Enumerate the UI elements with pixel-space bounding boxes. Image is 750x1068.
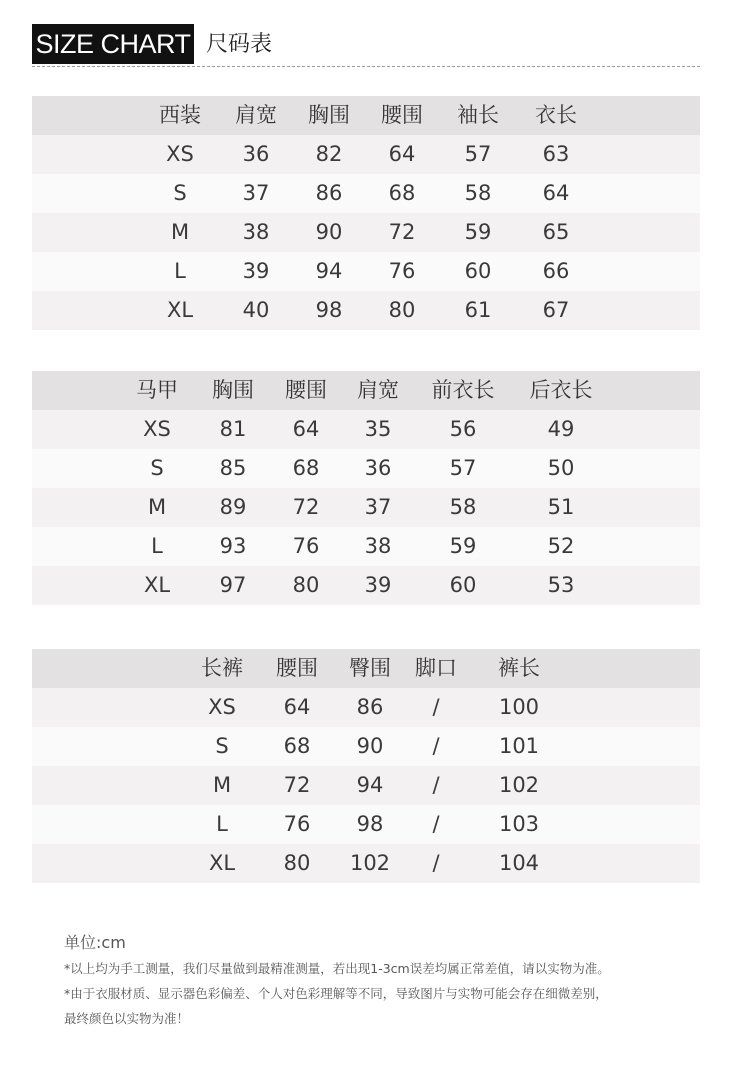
measurement-cell: 100: [498, 695, 540, 719]
table-row: [32, 566, 700, 605]
measurement-cell: 66: [542, 259, 570, 283]
measurement-cell: 98: [315, 298, 343, 322]
size-label: L: [174, 259, 186, 283]
column-header: 长裤: [201, 656, 243, 680]
column-header: 西装: [159, 103, 201, 127]
size-label: XS: [143, 417, 171, 441]
measurement-cell: 76: [388, 259, 416, 283]
measurement-cell: 82: [315, 142, 343, 166]
table-row: [32, 449, 700, 488]
measurement-cell: 101: [498, 734, 540, 758]
measurement-cell: /: [432, 695, 440, 719]
measurement-cell: 86: [315, 181, 343, 205]
column-header: 裤长: [498, 656, 540, 680]
column-header: 胸围: [308, 103, 350, 127]
column-header: 衣长: [535, 103, 577, 127]
table-header-row: [32, 649, 700, 688]
measurement-cell: 60: [464, 259, 492, 283]
measurement-cell: 36: [242, 142, 270, 166]
note-line: *以上均为手工测量，我们尽量做到最精准测量，若出现1-3cm误差均属正常差值，请以实物为准。: [64, 961, 610, 976]
measurement-cell: 65: [542, 220, 570, 244]
column-header: 前衣长: [431, 378, 495, 402]
size-label: XS: [208, 695, 236, 719]
table-row: [32, 213, 700, 252]
measurement-cell: 90: [356, 734, 384, 758]
vest-size-table: [32, 371, 700, 605]
table-row: [32, 291, 700, 330]
size-label: L: [216, 812, 228, 836]
measurement-cell: /: [432, 851, 440, 875]
size-label: S: [173, 181, 187, 205]
table-row: [32, 766, 700, 805]
size-label: S: [150, 456, 164, 480]
measurement-cell: 36: [364, 456, 392, 480]
table-row: [32, 488, 700, 527]
size-label: XS: [166, 142, 194, 166]
table-row: [32, 410, 700, 449]
size-label: XL: [208, 851, 236, 875]
measurement-cell: 64: [292, 417, 320, 441]
table-row: [32, 252, 700, 291]
column-header: 腰围: [285, 378, 327, 402]
measurement-cell: 37: [364, 495, 392, 519]
measurement-cell: 49: [547, 417, 575, 441]
size-label: S: [215, 734, 229, 758]
measurement-cell: 58: [464, 181, 492, 205]
table-row: [32, 135, 700, 174]
table-header-row: [32, 96, 700, 135]
measurement-cell: 97: [219, 573, 247, 597]
measurement-cell: /: [432, 734, 440, 758]
measurement-cell: 86: [356, 695, 384, 719]
measurement-cell: 64: [542, 181, 570, 205]
column-header: 马甲: [136, 378, 178, 402]
measurement-cell: 64: [388, 142, 416, 166]
size-label: M: [147, 495, 167, 519]
measurement-cell: 80: [292, 573, 320, 597]
measurement-cell: 58: [449, 495, 477, 519]
measurement-cell: 60: [449, 573, 477, 597]
measurement-cell: 40: [242, 298, 270, 322]
measurement-cell: 64: [283, 695, 311, 719]
measurement-cell: 67: [542, 298, 570, 322]
measurement-cell: 57: [449, 456, 477, 480]
measurement-cell: 104: [498, 851, 540, 875]
measurement-cell: 76: [292, 534, 320, 558]
measurement-cell: 93: [219, 534, 247, 558]
measurement-cell: 59: [449, 534, 477, 558]
table-row: [32, 844, 700, 883]
measurement-cell: 94: [315, 259, 343, 283]
measurement-cell: 94: [356, 773, 384, 797]
table-header-row: [32, 371, 700, 410]
measurement-cell: 76: [283, 812, 311, 836]
measurement-cell: 89: [219, 495, 247, 519]
measurement-cell: 38: [242, 220, 270, 244]
measurement-cell: 52: [547, 534, 575, 558]
table-row: [32, 727, 700, 766]
measurement-cell: 72: [388, 220, 416, 244]
column-header: 腰围: [276, 656, 318, 680]
measurement-cell: /: [432, 773, 440, 797]
measurement-cell: 37: [242, 181, 270, 205]
size-label: M: [170, 220, 190, 244]
measurement-cell: 72: [292, 495, 320, 519]
size-label: XL: [143, 573, 171, 597]
size-label: M: [212, 773, 232, 797]
note-line: *由于衣服材质、显示器色彩偏差、个人对色彩理解等不同，导致图片与实物可能会存在细微差别，: [64, 986, 608, 1001]
measurement-cell: 81: [219, 417, 247, 441]
measurement-cell: 90: [315, 220, 343, 244]
size-notes: [64, 930, 704, 1031]
column-header: 脚口: [415, 656, 457, 680]
column-header: 后衣长: [529, 378, 593, 402]
measurement-cell: 50: [547, 456, 575, 480]
suit-size-table: [32, 96, 700, 330]
size-chart-badge: SIZE CHART: [32, 24, 194, 64]
measurement-cell: /: [432, 812, 440, 836]
column-header: 肩宽: [235, 103, 277, 127]
measurement-cell: 85: [219, 456, 247, 480]
column-header: 袖长: [457, 103, 499, 127]
size-label: L: [151, 534, 163, 558]
page-header: [32, 24, 700, 68]
measurement-cell: 51: [547, 495, 575, 519]
table-row: [32, 688, 700, 727]
measurement-cell: 39: [364, 573, 392, 597]
measurement-cell: 72: [283, 773, 311, 797]
measurement-cell: 102: [498, 773, 540, 797]
measurement-cell: 80: [283, 851, 311, 875]
measurement-cell: 68: [388, 181, 416, 205]
measurement-cell: 35: [364, 417, 392, 441]
measurement-cell: 53: [547, 573, 575, 597]
table-row: [32, 527, 700, 566]
size-label: XL: [166, 298, 194, 322]
measurement-cell: 61: [464, 298, 492, 322]
page-title: 尺码表: [206, 32, 273, 57]
measurement-cell: 80: [388, 298, 416, 322]
column-header: 肩宽: [357, 378, 399, 402]
measurement-cell: 68: [283, 734, 311, 758]
measurement-cell: 59: [464, 220, 492, 244]
dashed-divider: [32, 66, 700, 67]
column-header: 臀围: [349, 656, 391, 680]
table-row: [32, 174, 700, 213]
measurement-cell: 98: [356, 812, 384, 836]
measurement-cell: 38: [364, 534, 392, 558]
table-row: [32, 805, 700, 844]
column-header: 腰围: [381, 103, 423, 127]
measurement-cell: 103: [498, 812, 540, 836]
pants-size-table: [32, 649, 700, 883]
unit-label: 单位:cm: [64, 933, 126, 952]
measurement-cell: 56: [449, 417, 477, 441]
note-line: 最终颜色以实物为准！: [64, 1011, 190, 1026]
measurement-cell: 39: [242, 259, 270, 283]
measurement-cell: 68: [292, 456, 320, 480]
measurement-cell: 102: [349, 851, 391, 875]
measurement-cell: 57: [464, 142, 492, 166]
column-header: 胸围: [212, 378, 254, 402]
measurement-cell: 63: [542, 142, 570, 166]
